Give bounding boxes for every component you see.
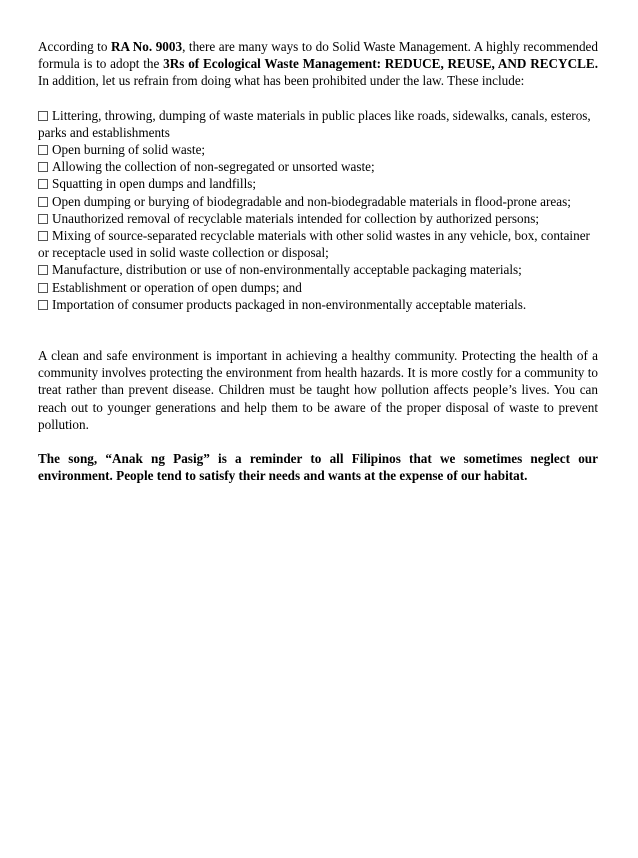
bullet-box-icon: [38, 265, 48, 275]
list-item: [38, 158, 598, 175]
list-item-text: Allowing the collection of non-segregated or unsorted waste;: [52, 159, 375, 175]
bullet-box-icon: [38, 197, 48, 207]
bullet-box-icon: [38, 300, 48, 310]
list-item: [38, 261, 598, 278]
list-item-text: Open burning of solid waste;: [52, 142, 206, 158]
list-item-text: Open dumping or burying of biodegradable and non-biodegradable materials in flood-prone areas;: [52, 193, 571, 209]
document-page: [38, 38, 598, 484]
list-item: [38, 141, 598, 158]
list-item: [38, 193, 598, 210]
bullet-box-icon: [38, 145, 48, 155]
list-item-text: Squatting in open dumps and landfills;: [52, 176, 257, 192]
list-item: [38, 227, 598, 261]
bullet-box-icon: [38, 231, 48, 241]
list-item-text: Mixing of source-separated recyclable materials with other solid wastes in any vehicle, box, container or receptacle used in solid waste collection or disposal;: [38, 228, 590, 261]
list-item-text: Littering, throwing, dumping of waste materials in public places like roads, sidewalks, canals, esteros, parks and establishments: [38, 107, 591, 140]
bullet-box-icon: [38, 179, 48, 189]
list-item-text: Unauthorized removal of recyclable materials intended for collection by authorized persons;: [52, 210, 540, 226]
bullet-box-icon: [38, 111, 48, 121]
list-item-text: Manufacture, distribution or use of non-environmentally acceptable packaging materials;: [52, 262, 522, 278]
list-item: [38, 175, 598, 192]
intro-mid: , there are many ways to do Solid Waste Management. A highly recommended formula is to adopt the: [38, 39, 598, 72]
prohibited-acts-list: [38, 107, 598, 313]
intro-post: In addition, let us refrain from doing what has been prohibited under the law. These include:: [38, 73, 525, 89]
list-item: [38, 296, 598, 313]
bullet-box-icon: [38, 214, 48, 224]
list-item: [38, 279, 598, 296]
bullet-box-icon: [38, 283, 48, 293]
three-rs-heading: 3Rs of Ecological Waste Management: REDUCE, REUSE, AND RECYCLE.: [163, 56, 598, 72]
list-item-text: Establishment or operation of open dumps; and: [52, 279, 302, 295]
law-reference: RA No. 9003: [110, 39, 183, 54]
list-item: [38, 210, 598, 227]
list-item-text: Importation of consumer products packaged in non-environmentally acceptable materials.: [52, 296, 527, 312]
bullet-box-icon: [38, 162, 48, 172]
intro-paragraph: [38, 38, 598, 90]
health-paragraph: A clean and safe environment is important in achieving a healthy community. Protecting the health of a community involves protecting the environment from health hazards. It is more costly for a community to treat rather than prevent disease. Children must be taught how pollution affects people’s lives. You can reach out to younger generations and help them to be aware of the proper disposal of waste to prevent pollution.: [38, 348, 598, 432]
list-item: [38, 107, 598, 141]
intro-pre-law: According to: [38, 39, 111, 54]
song-paragraph: The song, “Anak ng Pasig” is a reminder to all Filipinos that we sometimes neglect our environment. People tend to satisfy their needs and wants at the expense of our habitat.: [38, 451, 598, 484]
